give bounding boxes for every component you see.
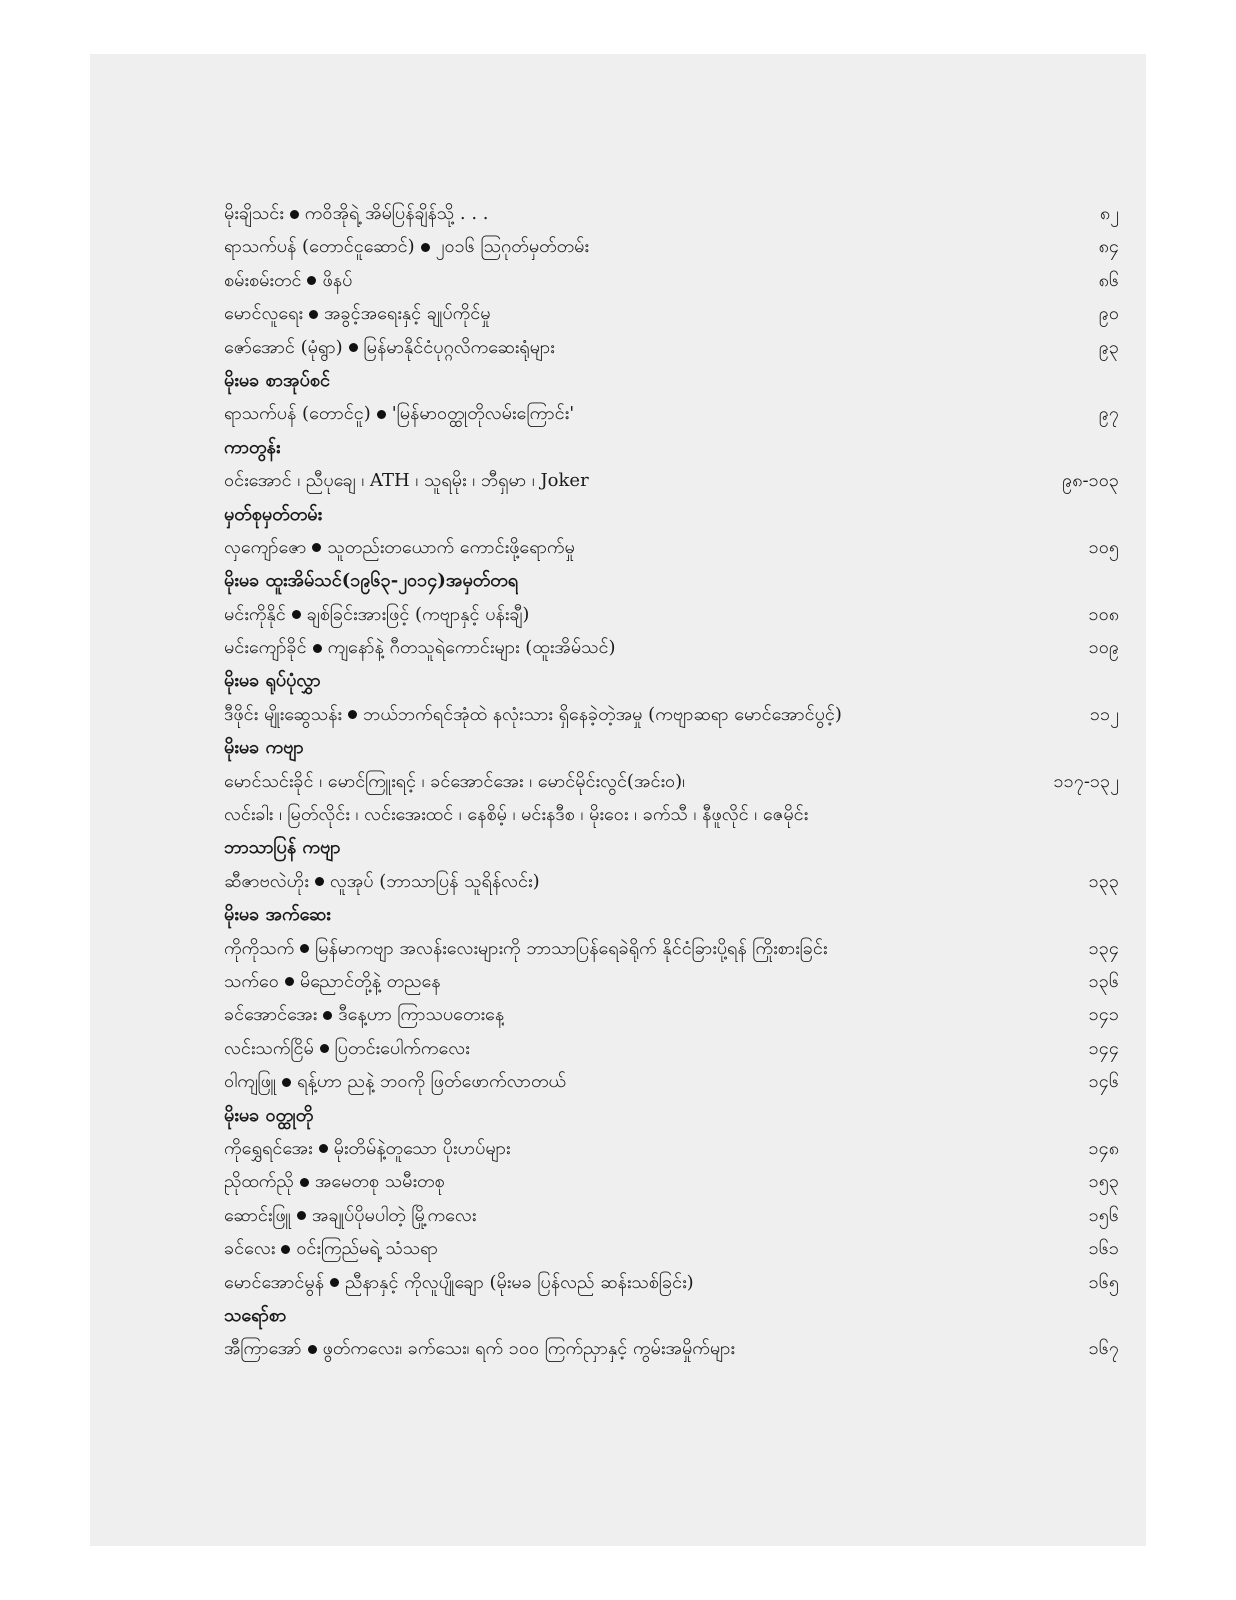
section-heading-text: ဘာသာပြန် ကဗျာ [224,837,341,859]
section-heading [224,431,1119,464]
toc-page-number: ၉၃ [1098,336,1119,358]
toc-entry-title: သူတည်းတယောက် ကောင်းဖို့ရောက်မှု [327,536,575,558]
toc-entry [224,531,1119,564]
toc-page-number: ၁၄၁ [1088,1004,1119,1026]
toc-entry-line [224,297,491,330]
toc-page-number: ၁၀၈ [1088,603,1119,625]
section-heading-text: မှတ်စုမှတ်တမ်း [224,503,323,525]
toc-entry-author: ရာသက်ပန် (တောင်ငူ) [224,403,371,425]
toc-entry-author: မင်းကျော်ခိုင် [224,637,307,659]
toc-entry-title: ဘယ်ဘက်ရင်အုံထဲ နလုံးသား ရှိနေခဲ့တဲ့အမှု (ကဗျာဆရာ မောင်အောင်ပွင့်) [363,703,842,725]
toc-page-number: ၁၅၆ [1088,1204,1119,1226]
toc-entry-title: မြန်မာကဗျာ အလန်းလေးများကို ဘာသာပြန်ရေခဲရိုက် နိုင်ငံခြားပို့ရန် ကြိုးစားခြင်း [315,937,828,959]
toc-entry-line [224,397,574,430]
toc-entry [224,397,1119,430]
toc-page-number: ၁၃၃ [1088,870,1119,892]
toc-entry-line [224,1132,510,1165]
toc-entry-author: သက်ဝေ [224,970,279,992]
bullet-dot-icon [300,944,309,953]
section-heading [224,898,1119,931]
toc-entry [224,1266,1119,1299]
toc-entry-author: မင်းကိုနိုင် [224,603,286,625]
section-heading [224,564,1119,597]
toc-entry-line [224,1165,445,1198]
toc-entry-text: လင်းခါး ၊ မြတ်လိုင်း ၊ လင်းအေးထင် ၊ နေစိမ့် ၊ မင်းနဒီစ ၊ မိုးဝေး ၊ ခက်သီ ၊ နီဖူလိုင် ၊ ဇေမိုင်း [224,804,809,826]
toc-entry-line [224,1065,566,1098]
toc-entry [224,765,1119,798]
toc-entry-author: ကိုရွှေရင်အေး [224,1137,313,1159]
toc-entry-line [224,230,589,263]
section-heading-text: မိုးမခ ရုပ်ပုံလွှာ [224,670,321,692]
section-heading [224,831,1119,864]
section-heading-text: မိုးမခ ဝတ္ထုတို [224,1104,314,1126]
toc-entry-author: ဆီဇာဗလဲဟိုး [224,870,309,892]
toc-entry [224,598,1119,631]
toc-entry-line [224,331,555,364]
toc-entry-title: အခွင့်အရေးနှင့် ချုပ်ကိုင်မှု [324,303,491,325]
toc-page-number: ၁၄၄ [1088,1037,1119,1059]
section-heading [224,664,1119,697]
toc-entry-line [224,1332,735,1365]
bullet-dot-icon [315,877,324,886]
toc-entry-author: ဒီဖိုင်း မျိုးဆွေသန်း [224,703,342,725]
bullet-dot-icon [292,610,301,619]
toc-page-number: ၁၆၇ [1088,1338,1119,1360]
bullet-dot-icon [300,1178,309,1187]
toc-entry-title: 'မြန်မာဝတ္ထုတိုလမ်းကြောင်း' [391,403,575,425]
bullet-dot-icon [281,1245,290,1254]
toc-page-number: ၁၄၈ [1088,1137,1119,1159]
toc-entry-author: ခင်အောင်အေး [224,1004,318,1026]
toc-entry-line [224,932,827,965]
bullet-dot-icon [313,644,322,653]
toc-entry-author: ခင်လေး [224,1238,276,1260]
toc-entry-author: မောင်အောင်မွန် [224,1271,325,1293]
toc-entry-author: ရာသက်ပန် (တောင်ငူဆောင်) [224,236,415,258]
toc-entry-title: ၂၀၁၆ ဩဂုတ်မှတ်တမ်း [435,236,590,258]
toc-entry [224,331,1119,364]
page-sheet [90,54,1146,1546]
section-heading [224,498,1119,531]
section-heading [224,1099,1119,1132]
toc-page-number: ၁၃၄ [1088,937,1119,959]
bullet-dot-icon [421,243,430,252]
toc-entry-title: ညီနာနှင့် ကိုလူပျိုချော (မိုးမခ ပြန်လည် ဆန်းသစ်ခြင်း) [345,1271,694,1293]
bullet-dot-icon [348,710,357,719]
bullet-dot-icon [330,1278,339,1287]
toc-entry [224,197,1119,230]
section-heading-text: သရော်စာ [224,1304,287,1326]
section-heading-text: မိုးမခ စာအုပ်စင် [224,369,330,391]
toc-entry [224,1199,1119,1232]
toc-entry [224,230,1119,263]
toc-entry [224,865,1119,898]
toc-page-number: ၈၂ [1099,203,1119,224]
toc-entry-line [224,965,441,998]
bullet-dot-icon [290,210,299,219]
toc-entry-line [224,1232,438,1265]
toc-entry [224,1132,1119,1165]
toc-entry-author: ဆောင်းဖြူ [224,1204,291,1226]
toc-page-number: ၈၆ [1098,269,1119,291]
section-heading-text: မိုးမခ အက်ဆေး [224,904,331,926]
toc-entry-line [224,531,575,564]
toc-entry-title: ဖိနပ် [322,269,353,291]
toc-entry-title: မြန်မာနိုင်ငံပုဂ္ဂလိကဆေးရုံများ [363,336,555,358]
toc-entry-line [224,698,842,731]
toc-entry-line [224,865,540,898]
toc-entry [224,1232,1119,1265]
toc-entry-author: မောင်လူရေး [224,303,303,325]
toc-page-number: ၁၆၅ [1088,1271,1119,1293]
bullet-dot-icon [282,1078,291,1087]
toc-entry [224,464,1119,497]
toc-entry-title: ပြတင်းပေါက်ကလေး [334,1037,470,1059]
toc-page-number: ၁၃၆ [1088,970,1119,992]
toc-page-number: ၁၆၁ [1088,1238,1119,1260]
bullet-dot-icon [319,1144,328,1153]
section-heading-text: ကာတွန်း [224,436,281,458]
toc-entry-author: လင်းသက်ငြိမ် [224,1037,314,1059]
toc-entry-author: ဝါကျဖြူ [224,1071,277,1093]
toc-entry [224,631,1119,664]
toc-entry-title: ဝင်းကြည်မရဲ့ သံသရာ [296,1238,438,1260]
toc-page-number: ၉၇ [1098,403,1119,425]
section-heading-text: မိုးမခ ကဗျာ [224,737,304,759]
toc-entry-author: ဇော်အောင် (မုံရွာ) [224,336,343,358]
toc-page-number: ၁၁၂ [1089,703,1119,725]
toc-entry-line [224,998,504,1031]
bullet-dot-icon [308,1345,317,1354]
table-of-contents [224,197,1119,1366]
toc-entry-title: ကဝိအိုရဲ့ အိမ်ပြန်ချိန်သို့ . . . [304,203,489,224]
toc-entry-author: လှကျော်ဇော [224,536,307,558]
toc-entry-line [224,631,616,664]
toc-entry [224,1332,1119,1365]
toc-page-number: ၁၀၉ [1088,637,1119,659]
bullet-dot-icon [377,410,386,419]
toc-page-number: ၁၄၆ [1088,1071,1119,1093]
toc-entry-author: အီကြာအော် [224,1338,302,1360]
toc-entry [224,798,1119,831]
toc-entry [224,998,1119,1031]
toc-entry-title: ကျနော်နဲ့ ဂီတသူရဲကောင်းများ (ထူးအိမ်သင်) [327,637,616,659]
toc-page-number: ၁၀၅ [1088,536,1119,558]
toc-entry-title: ချစ်ခြင်းအားဖြင့် (ကဗျာနှင့် ပန်းချီ) [306,603,530,625]
toc-entry [224,1165,1119,1198]
toc-entry-title: ဒီနေ့ဟာ ကြာသပတေးနေ့ [338,1004,505,1026]
toc-entry [224,932,1119,965]
toc-entry [224,965,1119,998]
toc-entry-line [224,197,489,230]
toc-entry-title: လူအုပ် (ဘာသာပြန် သူရိန်လင်း) [329,870,540,892]
toc-page-number: ၉၀ [1098,303,1119,325]
toc-entry-author: မိုးချိသင်း [224,203,284,224]
toc-entry-author: ကိုကိုသက် [224,937,295,959]
toc-entry-author: ညိုထက်ညို [224,1171,294,1193]
toc-entry-title: အချုပ်ပိုမပါတဲ့ မြို့ကလေး [311,1204,477,1226]
bullet-dot-icon [312,543,321,552]
toc-entry [224,1065,1119,1098]
toc-entry [224,1032,1119,1065]
toc-entry [224,698,1119,731]
section-heading [224,1299,1119,1332]
toc-entry-line [224,1032,470,1065]
toc-entry-title: ရန့်ဟာ ညနဲ့ ဘဝကို ဖြတ်ဖောက်လာတယ် [297,1071,566,1093]
bullet-dot-icon [307,276,316,285]
toc-page-number: ၁၁၇-၁၃၂ [1053,770,1119,792]
bullet-dot-icon [297,1211,306,1220]
bullet-dot-icon [285,977,294,986]
toc-page-number: ၉၈-၁၀၃ [1062,470,1119,492]
toc-entry-title: ဖွတ်ကလေး၊ ခက်သေး၊ ရက် ၁၀၀ ကြက်ညှာနှင့် ကွမ်းအမှိုက်များ [322,1338,735,1360]
toc-entry [224,264,1119,297]
toc-entry-text: ဝင်းအောင် ၊ ညီပုချေ ၊ ATH ၊ သူရမိုး ၊ ဘီရှမာ ၊ Joker [224,470,589,492]
toc-entry-title: မိညောင်တို့နဲ့ တညနေ [299,970,441,992]
bullet-dot-icon [349,343,358,352]
section-heading [224,364,1119,397]
toc-entry-line [224,598,529,631]
toc-entry-line [224,264,352,297]
toc-page-number: ၁၅၃ [1088,1171,1119,1193]
toc-entry-author: စမ်းစမ်းတင် [224,269,302,291]
section-heading-text: မိုးမခ ထူးအိမ်သင်(၁၉၆၃-၂၀၁၄)အမှတ်တရ [224,570,519,592]
bullet-dot-icon [323,1011,332,1020]
toc-entry-text: မောင်သင်းခိုင် ၊ မောင်ကြူးရင့် ၊ ခင်အောင်အေး ၊ မောင်မိုင်းလွင်(အင်း၀)၊ [224,770,686,792]
toc-page-number: ၈၄ [1098,236,1119,258]
toc-entry-line [224,1199,476,1232]
toc-entry-line [224,1266,694,1299]
bullet-dot-icon [309,310,318,319]
toc-entry-title: မိုးတိမ်နဲ့တူသော ပိုးဟပ်များ [333,1137,511,1159]
toc-entry-title: အမေတစု သမီးတစု [314,1171,445,1193]
bullet-dot-icon [320,1044,329,1053]
toc-entry [224,297,1119,330]
section-heading [224,731,1119,764]
